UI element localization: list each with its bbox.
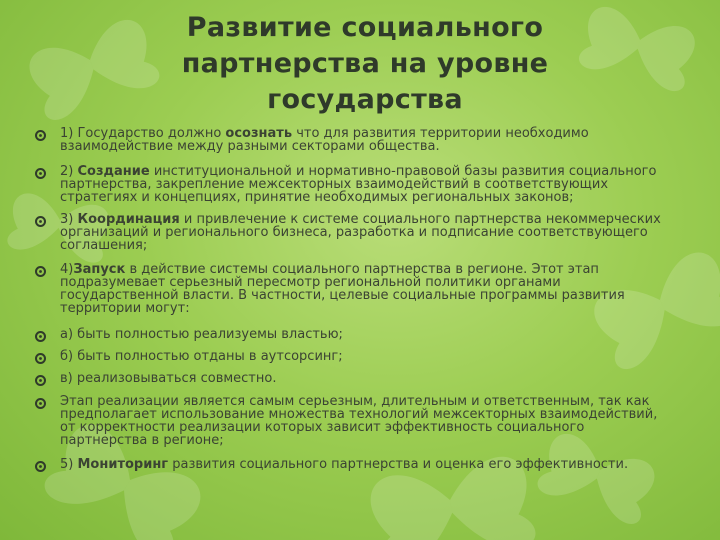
list-item [30, 395, 720, 447]
ring-bullet-icon [34, 352, 47, 365]
item-line [60, 226, 720, 239]
butterfly-icon [24, 15, 162, 124]
list-item [30, 372, 720, 385]
ring-bullet-icon [34, 129, 47, 142]
item-text: 5) [60, 457, 78, 472]
ring-bullet-icon [34, 374, 47, 387]
item-keyword: Запуск [73, 262, 126, 277]
list-item [30, 165, 720, 204]
item-line [60, 140, 720, 153]
list-item [30, 127, 720, 153]
item-keyword: Создание [77, 164, 150, 179]
item-text: предполагает использование множества технологий межсекторных взаимодействий, [60, 407, 658, 422]
list-item [30, 350, 720, 363]
item-text: от корректности реализации которых зависит эффективность социального [60, 420, 585, 435]
item-text: государственной власти. В частности, целевые социальные программы развития [60, 288, 625, 303]
item-text: территории могут: [60, 301, 190, 316]
item-line [60, 458, 720, 471]
list-item [30, 213, 720, 252]
item-text: 3) [60, 212, 78, 227]
ring-bullet-icon [34, 215, 47, 228]
item-text: 2) [60, 164, 78, 179]
ring-bullet-icon [34, 167, 47, 180]
item-text: развития социального партнерства и оценка его эффективности. [168, 457, 629, 472]
ring-bullet-icon [34, 460, 47, 473]
item-line [60, 372, 720, 385]
item-text: и привлечение к системе социального партнерства некоммерческих [179, 212, 661, 227]
item-line [60, 191, 720, 204]
ring-bullet-icon [34, 330, 47, 343]
item-text: партнерства в регионе; [60, 433, 224, 448]
item-text: соглашения; [60, 238, 148, 253]
ring-bullet-icon [34, 265, 47, 278]
item-text: организаций и регионального бизнеса, разработка и подписание соответствующего [60, 225, 648, 240]
item-text: что для развития территории необходимо [292, 126, 589, 141]
title-line: партнерства на уровне [181, 48, 549, 79]
item-line [60, 434, 720, 447]
item-text: в действие системы социального партнерства в регионе. Этот этап [125, 262, 599, 277]
item-text: Этап реализации является самым серьезным, длительным и ответственным, так как [60, 394, 650, 409]
item-line [60, 239, 720, 252]
list-item [30, 263, 720, 315]
item-text: в) реализовываться совместно. [60, 371, 277, 386]
item-text: а) быть полностью реализуемы властью; [60, 327, 343, 342]
item-line [60, 350, 720, 363]
item-text: взаимодействие между разными секторами общества. [60, 139, 440, 154]
item-text: институциональной и нормативно-правовой базы развития социального [149, 164, 657, 179]
item-text: стратегиях и концепциях, принятие необходимых региональных законов; [60, 190, 574, 205]
item-keyword: осознать [225, 126, 293, 141]
item-text: 1) Государство должно [60, 126, 226, 141]
butterfly-icon [577, 3, 699, 93]
item-text: б) быть полностью отданы в аутсорсинг; [60, 349, 343, 364]
title-line: государства [267, 84, 463, 115]
item-line [60, 328, 720, 341]
item-line [60, 302, 720, 315]
title-line: Развитие социального [186, 12, 544, 43]
list-item [30, 328, 720, 341]
item-text: подразумевает серьезный пересмотр региональной политики органами [60, 275, 561, 290]
item-text: 4) [60, 262, 74, 277]
slide-title [150, 10, 580, 118]
list-item [30, 458, 720, 471]
ring-bullet-icon [34, 397, 47, 410]
item-keyword: Мониторинг [77, 457, 169, 472]
item-text: партнерства, закрепление межсекторных взаимодействий в соответствующих [60, 177, 609, 192]
item-keyword: Координация [77, 212, 180, 227]
